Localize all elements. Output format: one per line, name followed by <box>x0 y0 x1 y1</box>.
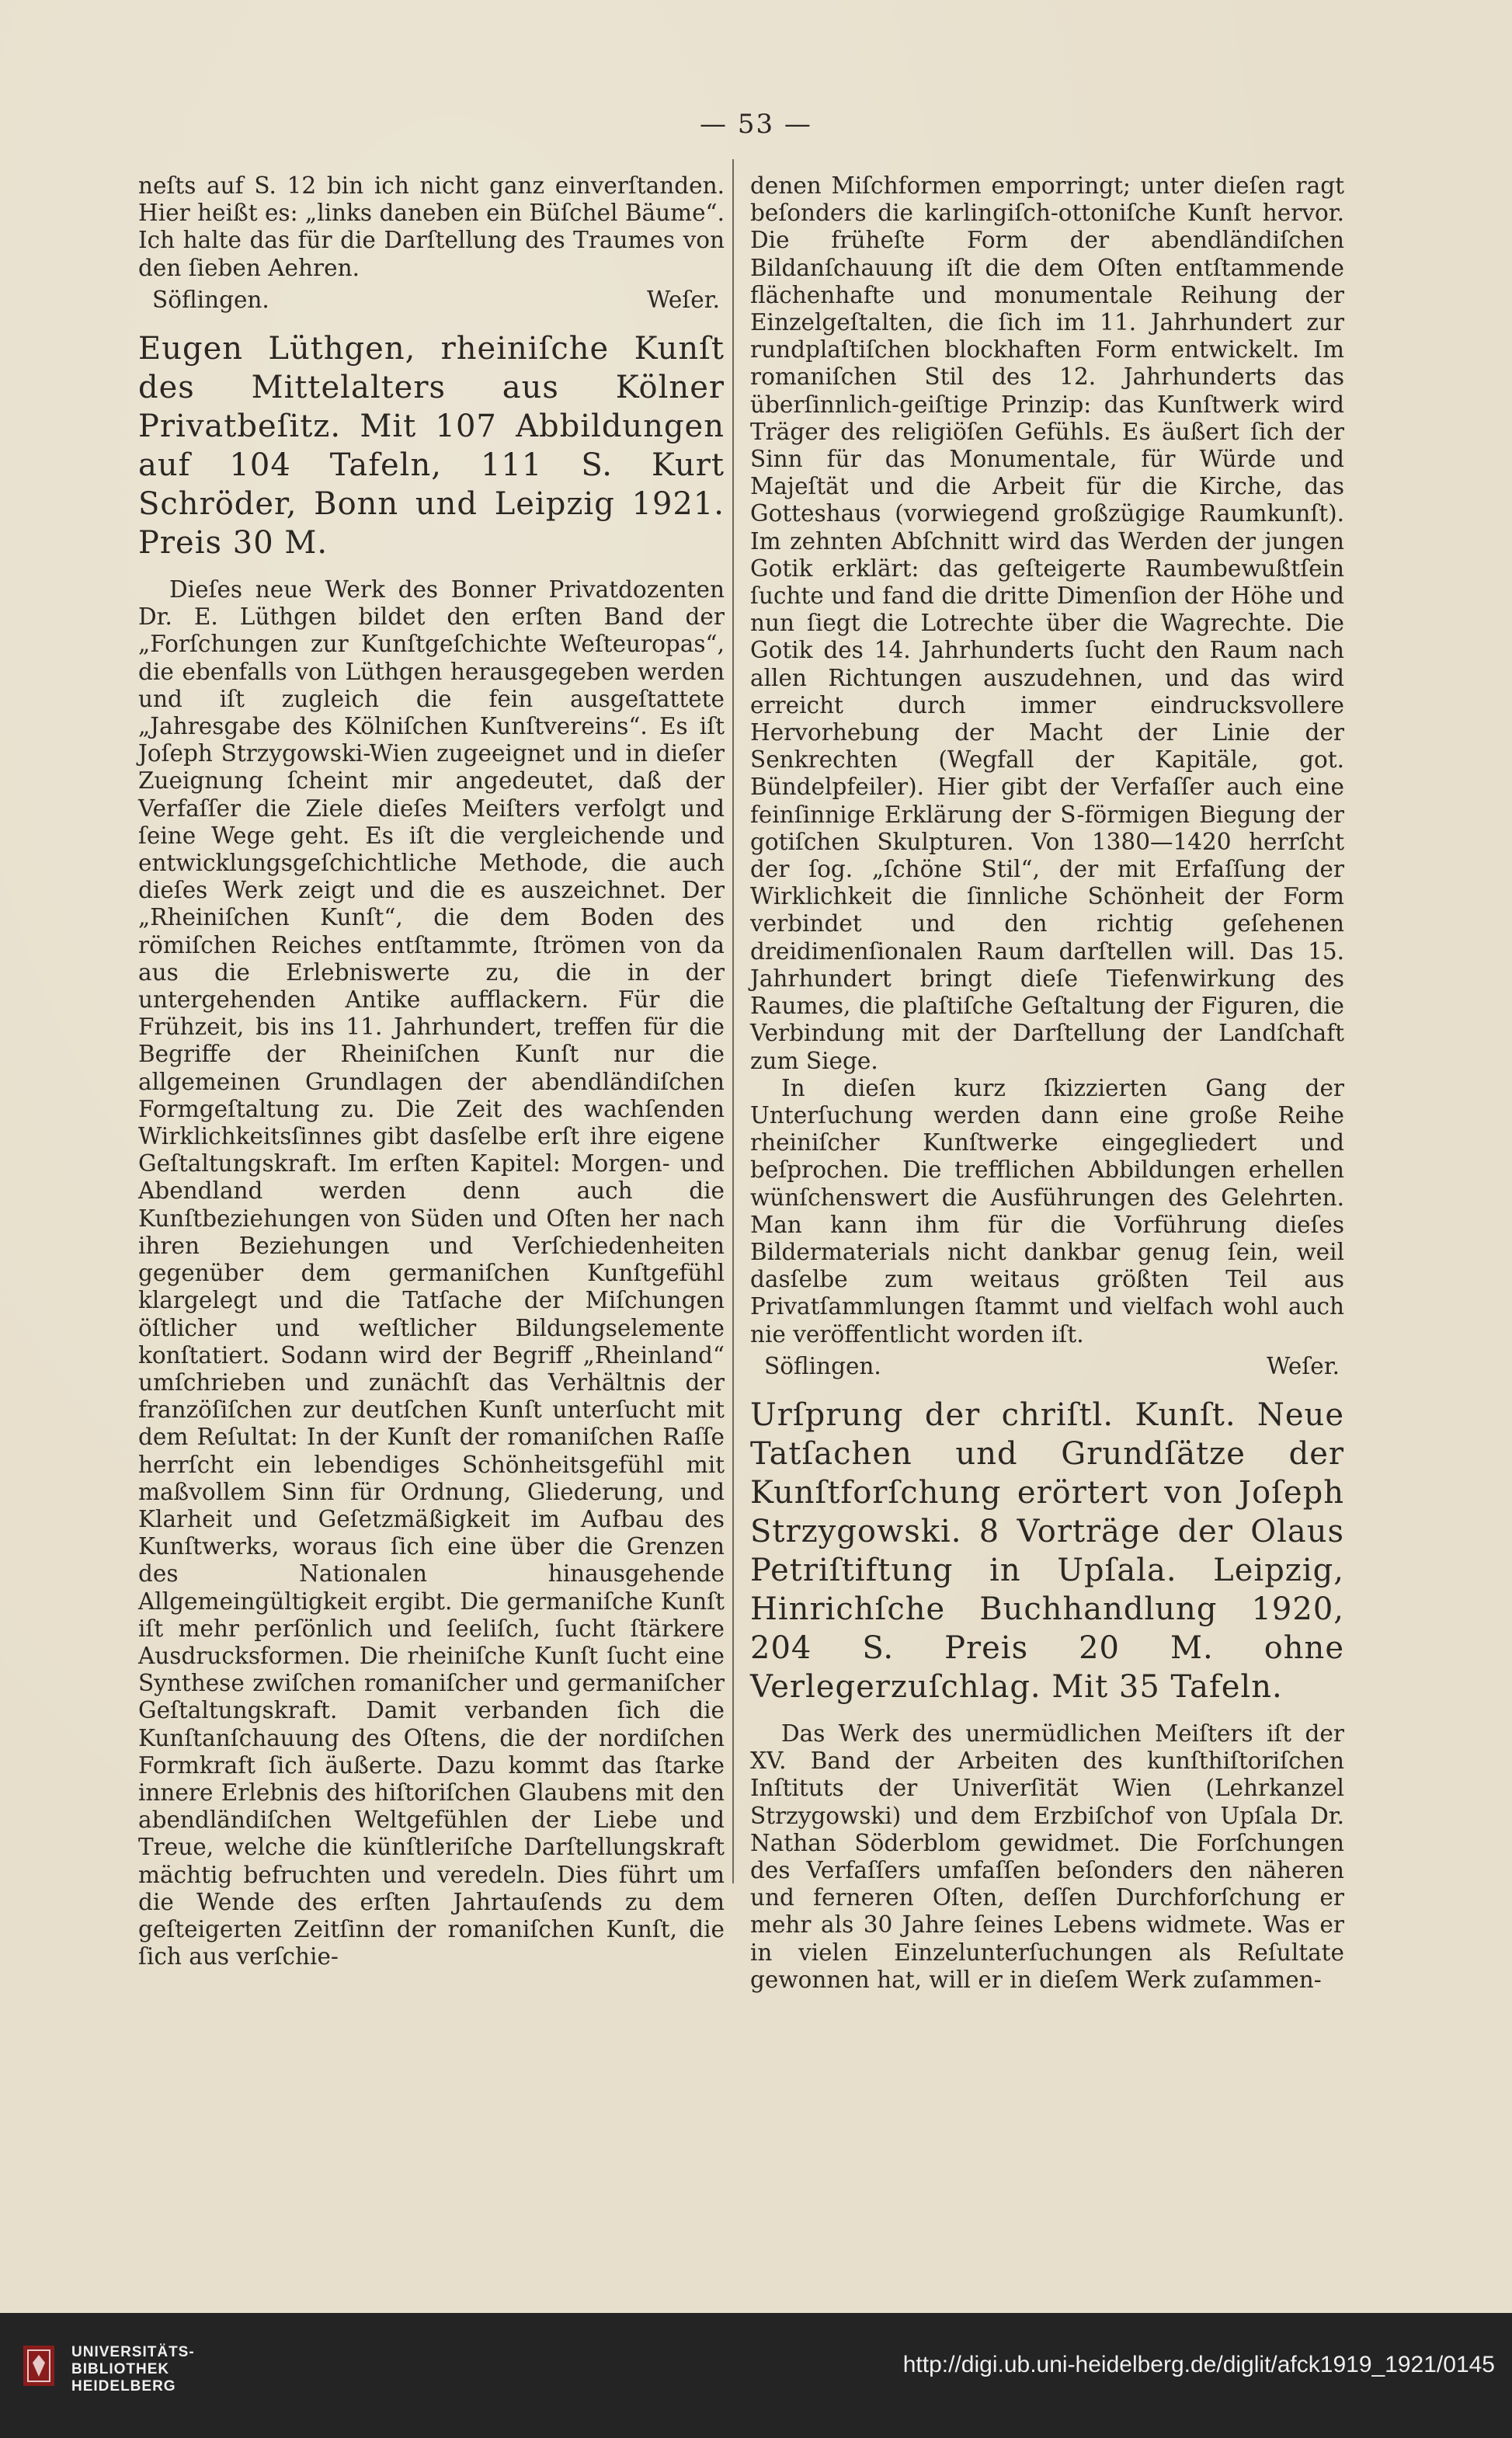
right-review-heading: Urſprung der chriſtl. Kunſt. Neue Tatſachen und Grundſätze der Kunſtforſchung erörtert von Joſeph Strzygowski. 8 Vorträge der Olaus Petriſtiftung in Upſala. Leipzig, Hinrichſche Buchhandlung 1920, 204 S. Preis 20 M. ohne Verlegerzuſchlag. Mit 35 Tafeln. <box>750 1396 1344 1705</box>
right-column <box>750 172 1344 1994</box>
right-paragraph-2: In dieſen kurz ſkizzierten Gang der Unterſuchung werden dann eine große Reihe rheiniſcher Kunſtwerke eingegliedert und beſprochen. Die trefflichen Abbildungen erhellen wünſchenswert die Ausführungen des Gelehrten. Man kann ihm für die Vorführung dieſes Bildermaterials nicht dankbar genug ſein, weil dasſelbe zum weitaus größten Teil aus Privatſammlungen ſtammt und vielfach wohl auch nie veröffentlicht worden iſt. <box>750 1074 1344 1348</box>
signature-name: Weſer. <box>647 286 720 313</box>
page-number: — 53 — <box>700 109 812 140</box>
signature-place: Söflingen. <box>152 286 269 313</box>
university-seal-icon <box>22 2344 56 2388</box>
institution-name: UNIVERSITÄTS- BIBLIOTHEK HEIDELBERG <box>71 2344 195 2395</box>
left-review-heading: Eugen Lüthgen, rheiniſche Kunſt des Mittelalters aus Kölner Privatbeſitz. Mit 107 Abbildungen auf 104 Tafeln, 111 S. Kurt Schröder, Bonn und Leipzig 1921. Preis 30 M. <box>138 331 725 562</box>
right-signature <box>750 1348 1344 1388</box>
left-signature <box>138 282 725 322</box>
left-paragraph-1: neſts auf S. 12 bin ich nicht ganz einverſtanden. Hier heißt es: „links daneben ein Büſchel Bäume“. Ich halte das für die Darſtellung des Traumes von den ſieben Aehren. <box>138 172 725 281</box>
footer-bar <box>0 2313 1512 2438</box>
left-column <box>138 172 725 1970</box>
right-paragraph-1: denen Miſchformen emporringt; unter dieſen ragt beſonders die karlingiſch-ottoniſche Kunſt hervor. Die früheſte Form der abendländiſchen Bildanſchauung iſt die dem Oſten entſtammende flächenhafte und monumentale Reihung der Einzelgeſtalten, die ſich im 11. Jahrhundert zur rundplaſtiſchen blockhaften Form entwickelt. Im romaniſchen Stil des 12. Jahrhunderts das überſinnlich-geiſtige Prinzip: das Kunſtwerk wird Träger des religiöſen Gefühls. Es äußert ſich der Sinn für das Monumentale, für Würde und Majeſtät und die Arbeit für die Kirche, das Gotteshaus (vorwiegend großzügige Raumkunſt). Im zehnten Abſchnitt wird das Werden der jungen Gotik erklärt: das geſteigerte Raumbewußtſein ſuchte und fand die dritte Dimenſion der Höhe und nun ſiegt die Lotrechte über die Wagrechte. Die Gotik des 14. Jahrhunderts ſucht den Raum nach allen Richtungen auszudehnen, und das wird erreicht durch immer eindrucksvollere Hervorhebung der Macht der Linie der Senkrechten (Wegfall der Kapitäle, got. Bündelpfeiler). Hier gibt der Verfaſſer auch eine feinſinnige Erklärung der S-förmigen Biegung der gotiſchen Skulpturen. Von 1380—1420 herrſcht der ſog. „ſchöne Stil“, der mit Erfaſſung der Wirklichkeit die ſinnliche Schönheit der Form verbindet und den richtig geſehenen dreidimenſionalen Raum darſtellen will. Das 15. Jahrhundert bringt dieſe Tiefenwirkung des Raumes, die plaſtiſche Geſtaltung der Figuren, die Verbindung mit der Darſtellung der Landſchaft zum Siege. <box>750 172 1344 1074</box>
column-divider <box>732 159 734 1883</box>
right-review-body: Das Werk des unermüdlichen Meiſters iſt der XV. Band der Arbeiten des kunſthiſtoriſchen Inſtituts der Univerſität Wien (Lehrkanzel Strzygowski) und dem Erzbiſchof von Upſala Dr. Nathan Söderblom gewidmet. Die Forſchungen des Verfaſſers umfaſſen beſonders den näheren und ferneren Oſten, deſſen Durchforſchung er mehr als 30 Jahre ſeines Lebens widmete. Was er in vielen Einzelunterſuchungen als Reſultate gewonnen hat, will er in dieſem Werk zuſammen- <box>750 1720 1344 1993</box>
signature-name: Weſer. <box>1267 1352 1340 1379</box>
left-review-body: Dieſes neue Werk des Bonner Privatdozenten Dr. E. Lüthgen bildet den erſten Band der „Forſchungen zur Kunſtgeſchichte Weſteuropas“, die ebenfalls von Lüthgen herausgegeben werden und iſt zugleich die fein ausgeſtattete „Jahresgabe des Kölniſchen Kunſtvereins“. Es iſt Joſeph Strzygowski-Wien zugeeignet und in dieſer Zueignung ſcheint mir angedeutet, daß der Verfaſſer die Ziele dieſes Meiſters verfolgt und ſeine Wege geht. Es iſt die vergleichende und entwicklungsgeſchichtliche Methode, die auch dieſes Werk zeigt und die es auszeichnet. Der „Rheiniſchen Kunſt“, die dem Boden des römiſchen Reiches entſtammte, ſtrömen von da aus die Erlebniswerte zu, die in der untergehenden Antike aufflackern. Für die Frühzeit, bis ins 11. Jahrhundert, treffen für die Begriffe der Rheiniſchen Kunſt nur die allgemeinen Grundlagen der abendländiſchen Formgeſtaltung zu. Die Zeit des wachſenden Wirklichkeitsſinnes gibt dasſelbe erſt ihre eigene Geſtaltungskraft. Im erſten Kapitel: Morgen- und Abendland werden denn auch die Kunſtbeziehungen von Süden und Oſten her nach ihren Beziehungen und Verſchiedenheiten gegenüber dem germaniſchen Kunſtgefühl klargelegt und die Tatſache der Miſchungen öſtlicher und weſtlicher Bildungselemente konſtatiert. Sodann wird der Begriff „Rheinland“ umſchrieben und zunächſt das Verhältnis der franzöſiſchen zur deutſchen Kunſt unterſucht mit dem Reſultat: In der Kunſt der romaniſchen Raſſe herrſcht ein lebendiges Schönheitsgefühl mit maßvollem Sinn für Ordnung, Gliederung, und Klarheit und Geſetzmäßigkeit im Aufbau des Kunſtwerks, woraus ſich eine über die Grenzen des Nationalen hinausgehende Allgemeingültigkeit ergibt. Die germaniſche Kunſt iſt mehr perſönlich und ſeeliſch, ſucht ſtärkere Ausdrucksformen. Die rheiniſche Kunſt ſucht eine Synthese zwiſchen romaniſcher und germaniſcher Geſtaltungskraft. Damit verbanden ſich die Kunſtanſchauung des Oſtens, die der nordiſchen Formkraft ſich äußerte. Dazu kommt das ſtarke innere Erlebnis des hiſtoriſchen Glaubens mit den abendländiſchen Weltgefühlen der Liebe und Treue, welche die künſtleriſche Darſtellungskraft mächtig befruchten und veredeln. Dies führt um die Wende des erſten Jahrtauſends zu dem geſteigerten Zeitſinn der romaniſchen Kunſt, die ſich aus verſchie- <box>138 576 725 1970</box>
source-url-link[interactable]: http://digi.ub.uni-heidelberg.de/diglit/afck1919_1921/0145 <box>902 2352 1495 2377</box>
signature-place: Söflingen. <box>764 1352 881 1379</box>
